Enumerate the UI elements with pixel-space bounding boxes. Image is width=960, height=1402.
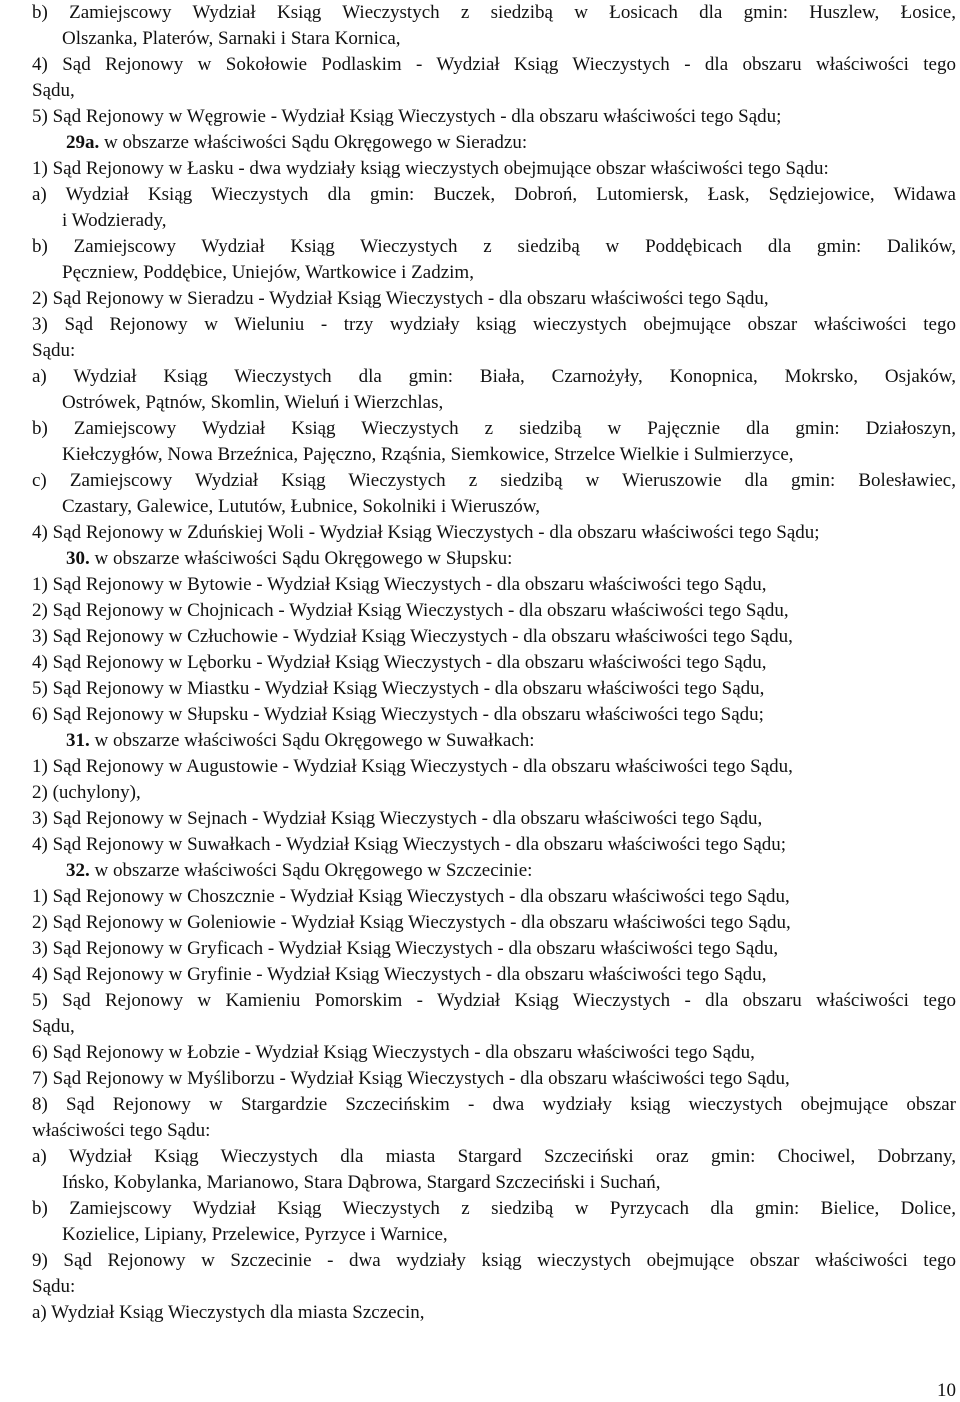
text-line: 3) Sąd Rejonowy w Człuchowie - Wydział Ksiąg Wieczystych - dla obszaru właściwości tego Sądu, [32, 626, 793, 647]
text-line: właściwości tego Sądu: [32, 1120, 211, 1141]
text-line: c) Zamiejscowy Wydział Ksiąg Wieczystych z siedzibą w Wieruszowie dla gmin: Bolesławiec, [32, 470, 956, 491]
text-line: Kozielice, Lipiany, Przelewice, Pyrzyce i Warnice, [62, 1224, 448, 1245]
text-line: 1) Sąd Rejonowy w Choszcznie - Wydział Ksiąg Wieczystych - dla obszaru właściwości tego Sądu, [32, 886, 790, 907]
section-heading [32, 730, 535, 752]
text-line: 2) (uchylony), [32, 782, 141, 803]
text-line: 4) Sąd Rejonowy w Zduńskiej Woli - Wydział Ksiąg Wieczystych - dla obszaru właściwości tego Sądu; [32, 522, 820, 543]
text-line: Sądu: [32, 340, 76, 361]
text-line: 4) Sąd Rejonowy w Gryfinie - Wydział Ksiąg Wieczystych - dla obszaru właściwości tego Sądu, [32, 964, 767, 985]
section-title: w obszarze właściwości Sądu Okręgowego w Słupsku: [89, 548, 513, 569]
section-title: w obszarze właściwości Sądu Okręgowego w Suwałkach: [89, 730, 535, 751]
section-heading [32, 860, 532, 882]
text-line: 1) Sąd Rejonowy w Łasku - dwa wydziały ksiąg wieczystych obejmujące obszar właściwości tego Sądu: [32, 158, 829, 179]
text-line: 5) Sąd Rejonowy w Węgrowie - Wydział Ksiąg Wieczystych - dla obszaru właściwości tego Sądu; [32, 106, 782, 127]
text-line: 1) Sąd Rejonowy w Augustowie - Wydział Ksiąg Wieczystych - dla obszaru właściwości tego Sądu, [32, 756, 793, 777]
section-number: 31. [66, 730, 90, 751]
text-line: Sądu, [32, 1016, 75, 1037]
text-line: b) Zamiejscowy Wydział Ksiąg Wieczystych z siedzibą w Łosicach dla gmin: Huszlew, Łosice, [32, 2, 956, 23]
text-line: 3) Sąd Rejonowy w Sejnach - Wydział Ksiąg Wieczystych - dla obszaru właściwości tego Sądu, [32, 808, 763, 829]
section-heading [32, 132, 527, 154]
text-line: a) Wydział Ksiąg Wieczystych dla gmin: Buczek, Dobroń, Lutomiersk, Łask, Sędziejowice, Widawa [32, 184, 956, 205]
text-line: 3) Sąd Rejonowy w Wieluniu - trzy wydziały ksiąg wieczystych obejmujące obszar właściwości tego [32, 314, 956, 335]
text-line: Czastary, Galewice, Lututów, Łubnice, Sokolniki i Wieruszów, [62, 496, 540, 517]
text-line: 3) Sąd Rejonowy w Gryficach - Wydział Ksiąg Wieczystych - dla obszaru właściwości tego Sądu, [32, 938, 779, 959]
text-line: Pęczniew, Poddębice, Uniejów, Wartkowice i Zadzim, [62, 262, 474, 283]
page-number: 10 [937, 1380, 956, 1401]
text-line: 4) Sąd Rejonowy w Lęborku - Wydział Ksiąg Wieczystych - dla obszaru właściwości tego Sądu, [32, 652, 767, 673]
text-line: 2) Sąd Rejonowy w Sieradzu - Wydział Ksiąg Wieczystych - dla obszaru właściwości tego Sądu, [32, 288, 769, 309]
text-line: Ińsko, Kobylanka, Marianowo, Stara Dąbrowa, Stargard Szczeciński i Suchań, [62, 1172, 661, 1193]
text-line: 4) Sąd Rejonowy w Sokołowie Podlaskim - Wydział Ksiąg Wieczystych - dla obszaru właściwości tego [32, 54, 956, 75]
text-line: Sądu, [32, 80, 75, 101]
section-title: w obszarze właściwości Sądu Okręgowego w Sieradzu: [99, 132, 528, 153]
section-number: 32. [66, 860, 90, 881]
text-line: a) Wydział Ksiąg Wieczystych dla miasta Stargard Szczeciński oraz gmin: Chociwel, Dobrzany, [32, 1146, 956, 1167]
text-line: 5) Sąd Rejonowy w Miastku - Wydział Ksiąg Wieczystych - dla obszaru właściwości tego Sądu, [32, 678, 765, 699]
text-line: i Wodzierady, [62, 210, 167, 231]
text-line: 6) Sąd Rejonowy w Słupsku - Wydział Ksiąg Wieczystych - dla obszaru właściwości tego Sądu; [32, 704, 764, 725]
text-line: 8) Sąd Rejonowy w Stargardzie Szczecińskim - dwa wydziały ksiąg wieczystych obejmujące obszar [32, 1094, 956, 1115]
section-number: 30. [66, 548, 90, 569]
section-number: 29a. [66, 132, 100, 153]
text-line: 2) Sąd Rejonowy w Goleniowie - Wydział Ksiąg Wieczystych - dla obszaru właściwości tego Sądu, [32, 912, 791, 933]
text-line: Olszanka, Platerów, Sarnaki i Stara Kornica, [62, 28, 401, 49]
text-line: Ostrówek, Pątnów, Skomlin, Wieluń i Wierzchlas, [62, 392, 444, 413]
text-line: a) Wydział Ksiąg Wieczystych dla miasta Szczecin, [32, 1302, 425, 1323]
text-line: 4) Sąd Rejonowy w Suwałkach - Wydział Ksiąg Wieczystych - dla obszaru właściwości tego Sądu; [32, 834, 787, 855]
text-line: 2) Sąd Rejonowy w Chojnicach - Wydział Ksiąg Wieczystych - dla obszaru właściwości tego Sądu, [32, 600, 789, 621]
text-line: 1) Sąd Rejonowy w Bytowie - Wydział Ksiąg Wieczystych - dla obszaru właściwości tego Sądu, [32, 574, 767, 595]
text-line: Kiełczygłów, Nowa Brzeźnica, Pajęczno, Rząśnia, Siemkowice, Strzelce Wielkie i Sulmierzyce, [62, 444, 794, 465]
text-line: Sądu: [32, 1276, 76, 1297]
section-title: w obszarze właściwości Sądu Okręgowego w Szczecinie: [89, 860, 533, 881]
text-line: b) Zamiejscowy Wydział Ksiąg Wieczystych z siedzibą w Pyrzycach dla gmin: Bielice, Dolice, [32, 1198, 956, 1219]
section-heading [32, 548, 512, 570]
text-line: 6) Sąd Rejonowy w Łobzie - Wydział Ksiąg Wieczystych - dla obszaru właściwości tego Sądu, [32, 1042, 755, 1063]
text-line: 5) Sąd Rejonowy w Kamieniu Pomorskim - Wydział Ksiąg Wieczystych - dla obszaru właściwości tego [32, 990, 956, 1011]
text-line: 9) Sąd Rejonowy w Szczecinie - dwa wydziały ksiąg wieczystych obejmujące obszar właściwości tego [32, 1250, 956, 1271]
text-line: b) Zamiejscowy Wydział Ksiąg Wieczystych z siedzibą w Pajęcznie dla gmin: Działoszyn, [32, 418, 956, 439]
text-line: a) Wydział Ksiąg Wieczystych dla gmin: Biała, Czarnożyły, Konopnica, Mokrsko, Osjaków, [32, 366, 956, 387]
text-line: b) Zamiejscowy Wydział Ksiąg Wieczystych z siedzibą w Poddębicach dla gmin: Dalików, [32, 236, 956, 257]
text-line: 7) Sąd Rejonowy w Myśliborzu - Wydział Ksiąg Wieczystych - dla obszaru właściwości tego Sądu, [32, 1068, 790, 1089]
